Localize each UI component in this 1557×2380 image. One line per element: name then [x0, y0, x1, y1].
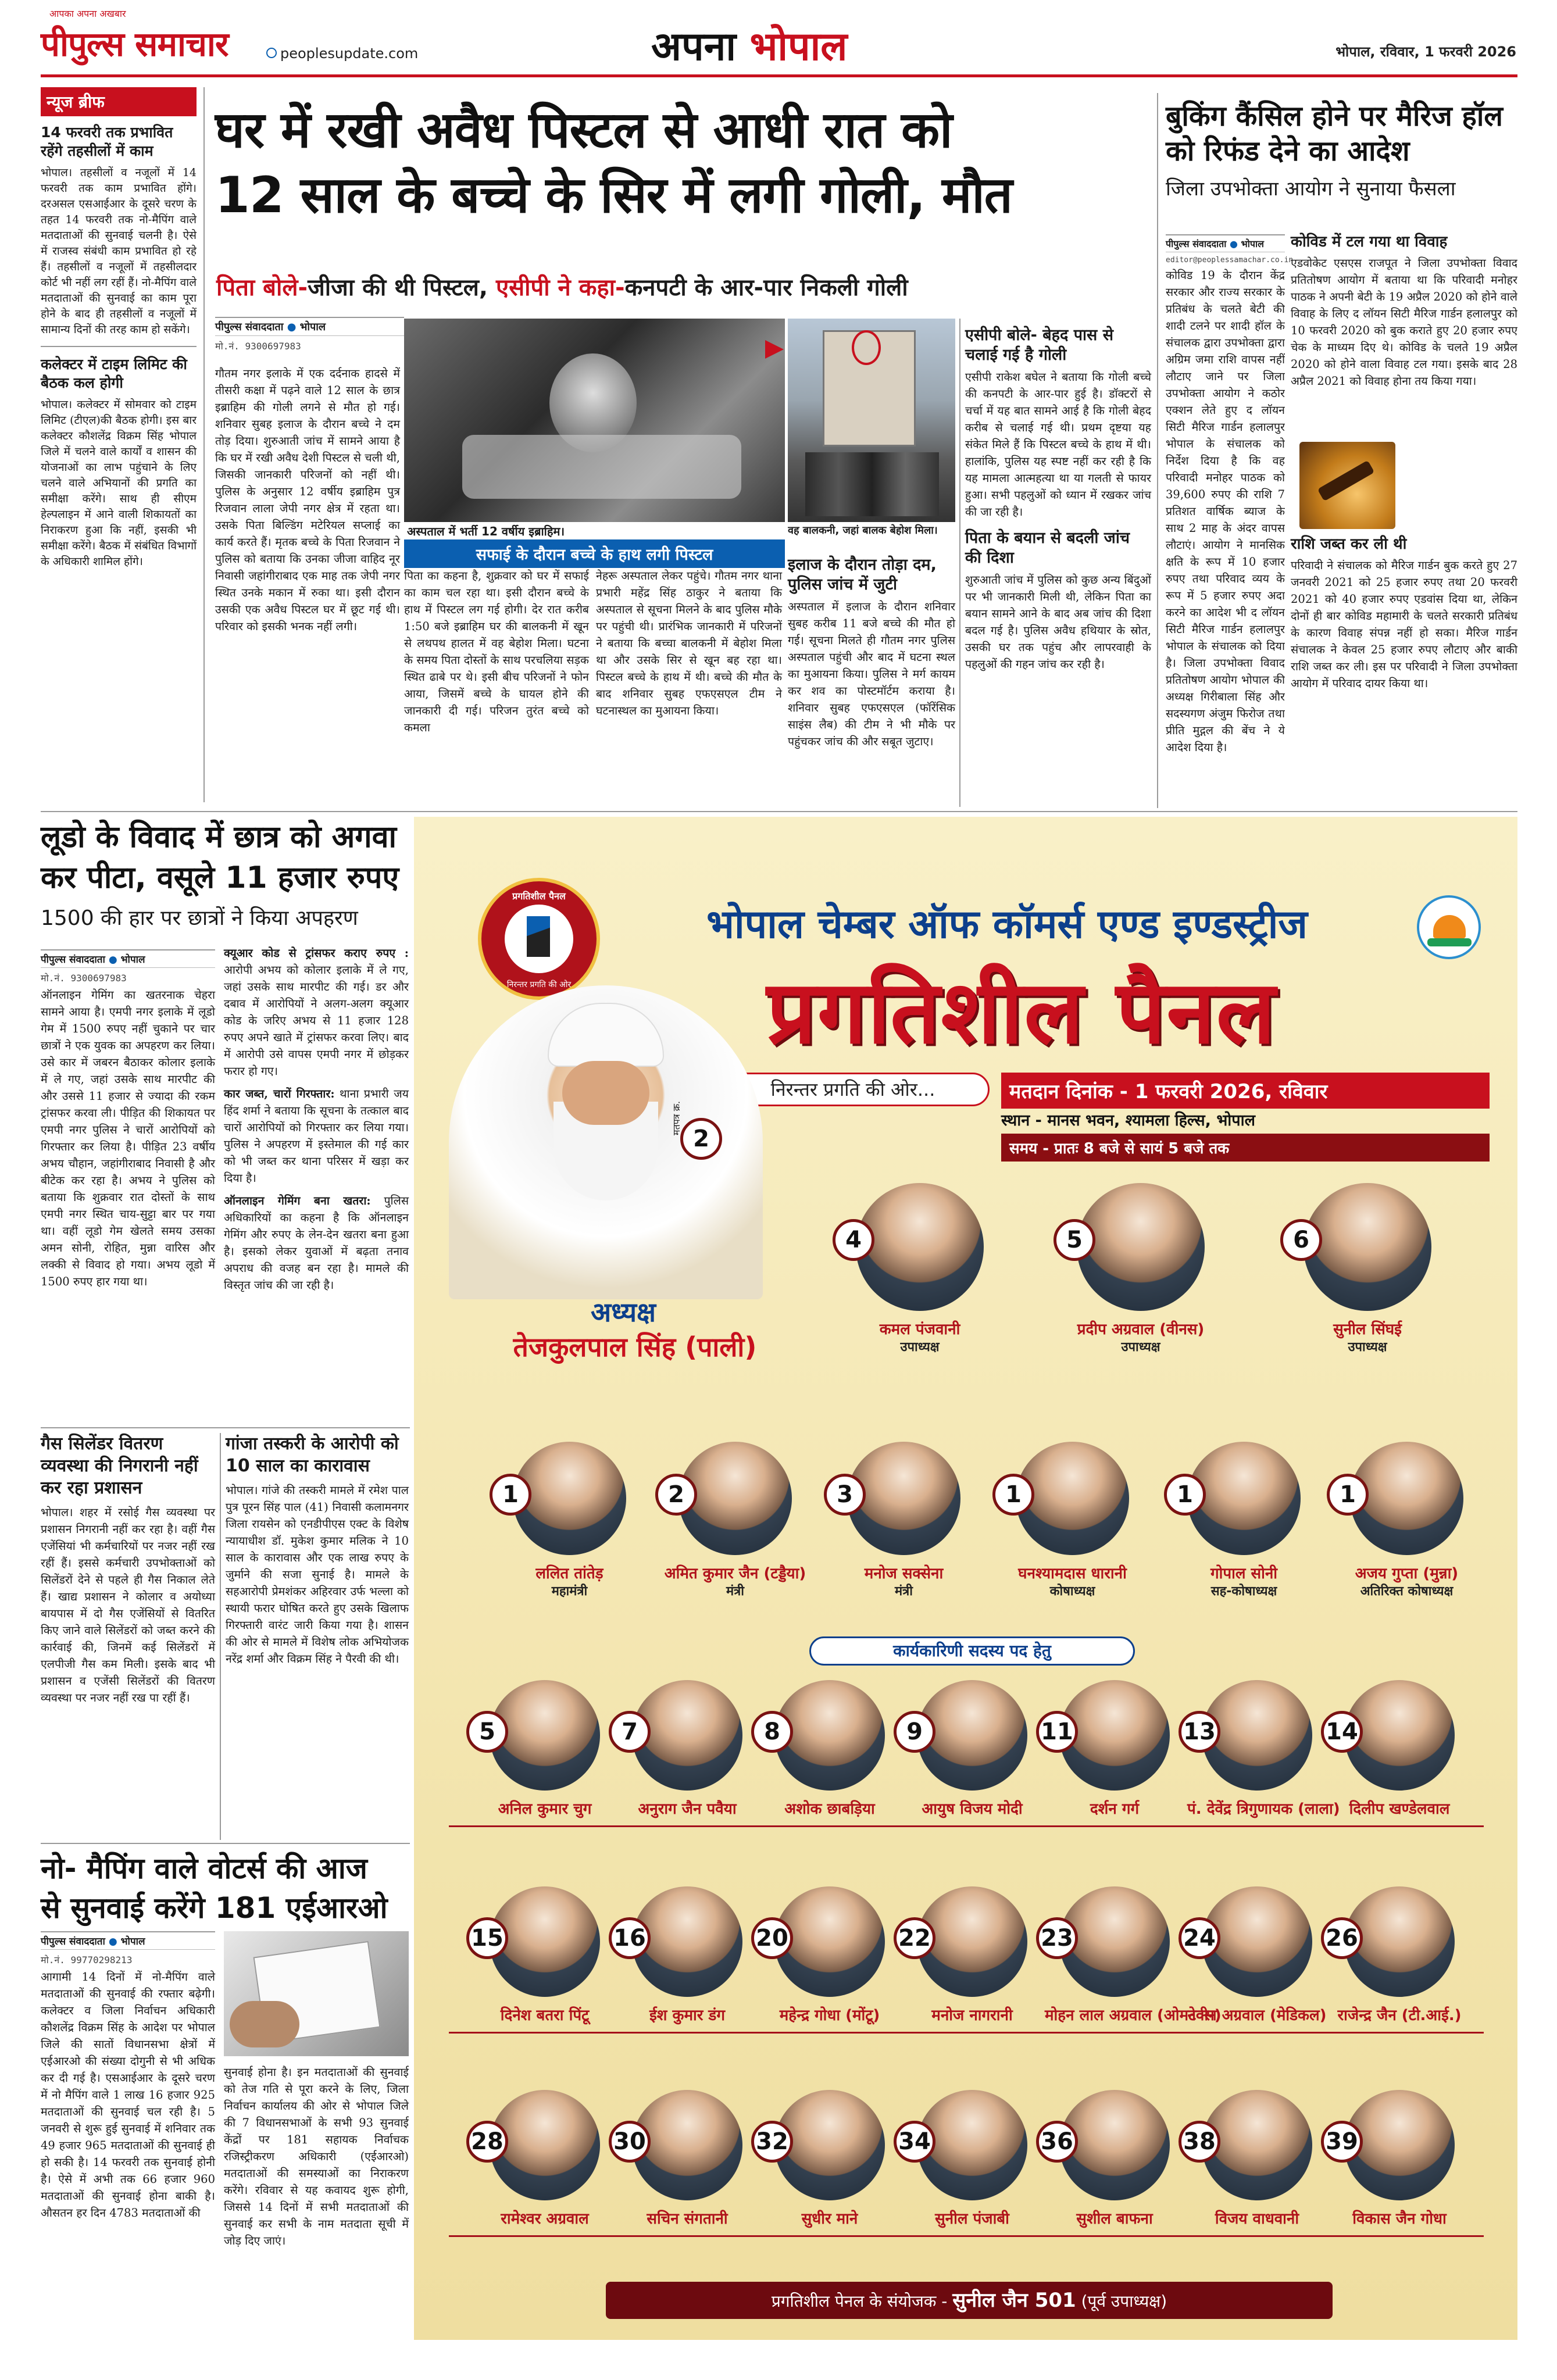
candidate-name: गोपाल सोनी	[1210, 1565, 1278, 1582]
ludo-subhead: 1500 की हार पर छात्रों ने किया अपहरण	[41, 906, 358, 930]
paper-logo[interactable]: पीपुल्स समाचार	[41, 24, 228, 64]
website-link[interactable]: peoplesupdate.com	[280, 45, 419, 62]
candidate-name: प्रदीप अग्रवाल (वीनस)	[1077, 1321, 1205, 1338]
candidate-photo	[1304, 1183, 1431, 1311]
nomapping-headline	[41, 1849, 407, 1928]
ludo-subheading: कार जब्त, चारों गिरफ्तार:	[224, 1087, 335, 1100]
lead-column-3: नेहरू अस्पताल लेकर पहुंचे। गौतम नगर थाना प्रभारी महेंद्र सिंह ठाकुर ने बताया कि अस्पताल से सूचना मिलने के बाद पुलिस मौके पर पहुंची थी। प्रारंभिक जानकारी में परिजनों ने बताया कि बच्चा बालकनी में बेहोश मिला था और उसके सिर से खून बह रहा था। पिस्टल बच्चे के हाथ में थी। बच्चे की मौत के बाद शनिवार सुबह एफएसएल टीम ने घटनास्थल का मुआयना किया।	[596, 569, 782, 717]
row-divider	[449, 2235, 1484, 2237]
candidate-name: सचिन संगतानी	[647, 2210, 728, 2228]
ballot-number: 5	[1054, 1219, 1095, 1261]
gas-story	[41, 1433, 215, 1706]
ballot-number: 2	[655, 1474, 697, 1516]
candidate-role: कोषाध्यक्ष	[1049, 1584, 1095, 1599]
subhead-black: जीजा की थी पिस्टल,	[308, 274, 496, 301]
election-advertisement	[414, 817, 1517, 2340]
ballot-number: 1	[992, 1474, 1034, 1516]
nomapping-text: आगामी 14 दिनों में नो-मैपिंग वाले मतदाताओं की सुनवाई की रफ्तार बढ़ेगी। कलेक्टर व जिला निर्वाचन अधिकारी कौशलेंद्र विक्रम सिंह के आदेश पर भोपाल जिले की सातों विधानसभा क्षेत्रों में एईआरओ की संख्या दोगुनी से भी अधिक कर दी गई है। एसआईआर के दूसरे चरण में नो मैपिंग वाले 1 लाख 16 हजार 925 मतदाताओं की सुनवाई चल रही है। 5 जनवरी से शुरू हुई सुनवाई में शनिवार तक 49 हजार 965 मतदाताओं की सुनवाई ही हो सकी है। 14 फरवरी तक सुनवाई होनी है। ऐसे में अभी तक 66 हजार 960 मतदाताओं की सुनवाई होना बाकी है। औसतन हर दिन 4783 मतदाताओं की	[41, 1970, 215, 2220]
climber-icon	[527, 916, 550, 957]
byline: पीपुल्स संवाददाता ● भोपाल	[1166, 234, 1285, 252]
byline: पीपुल्स संवाददाता ● भोपाल	[41, 1931, 215, 1950]
column-divider	[959, 319, 960, 807]
executive-heading: कार्यकारिणी सदस्य पद हेतु	[809, 1636, 1135, 1666]
president-face	[562, 1061, 649, 1125]
side-text: एडवोकेट एसएस राजपूत ने जिला उपभोक्ता विवाद प्रतितोषण आयोग में बताया था कि परिवादी मनोहर पाठक ने अपनी बेटी के 19 अप्रैल 2020 को होने वाले विवाह के लिए द लॉयन सिटी मैरिज गार्डन हलालपुर को 10 फरवरी 2020 को बुक कराते हुए 20 हजार रुपए चेक के माध्यम दिए थे। कोविड के चलते 19 अप्रैल 2020 को होने वाला विवाह टल गया। इसके बाद 28 अप्रैल 2021 को विवाह होना तय किया गया।	[1291, 256, 1517, 388]
ballot-number: 11	[1036, 1711, 1078, 1753]
ballot-number: 34	[894, 2121, 935, 2163]
candidate-role: अतिरिक्त कोषाध्यक्ष	[1360, 1584, 1454, 1599]
president-turban	[548, 1003, 664, 1067]
candidate-name: विजय वाधवानी	[1215, 2210, 1299, 2228]
masthead	[0, 0, 1557, 81]
paper-tagline: आपका अपना अखबार	[49, 8, 126, 19]
section-title-apna: अपना	[651, 24, 750, 70]
candidate-role: मंत्री	[895, 1584, 913, 1599]
ludo-text: आरोपी अभय को कोलार इलाके में ले गए, जहां उसके साथ मारपीट की गई। डर और दबाव में आरोपियों ने अलग-अलग क्यूआर कोड के जरिए अभय से 11 हजार 128 रुपए अपने खाते में ट्रांसफर करवा लिए। बाद में आरोपी उसे वापस एमपी नगर में छोड़कर फरार हो गए।	[224, 963, 409, 1078]
candidate-name: अनिल कुमार चुग	[498, 1800, 592, 1818]
candidate-role: उपाध्यक्ष	[900, 1340, 940, 1355]
candidate-photo	[856, 1183, 984, 1311]
ballot-number: 23	[1036, 1917, 1078, 1959]
candidate-name: अजय गुप्ता (मुन्ना)	[1355, 1565, 1459, 1582]
candidate-name: पं. देवेंद्र त्रिगुणायक (लाला)	[1187, 1800, 1340, 1818]
reporter-mobile: मो.नं. 9300697983	[215, 341, 301, 352]
side-heading: पिता के बयान से बदली जांच की दिशा	[965, 529, 1130, 567]
panel-title: प्रगतिशील पैनल	[766, 962, 1277, 1063]
footer-name: सुनील जैन 501	[952, 2289, 1076, 2312]
arrow-right-icon	[765, 340, 784, 359]
lead-headline-line1: घर में रखी अवैध पिस्टल से आधी रात को	[215, 101, 952, 159]
masthead-rule	[41, 74, 1517, 77]
candidate-name: सुशील बाफना	[1076, 2210, 1153, 2228]
ballot-number: 1	[1327, 1474, 1369, 1516]
candidate-role: मंत्री	[726, 1584, 744, 1599]
candidate-name: नवीन अग्रवाल (मेडिकल)	[1187, 2007, 1327, 2024]
president-ballot-number: 2	[680, 1118, 722, 1160]
candidate-name: दर्शन गर्ग	[1090, 1800, 1140, 1818]
booking-column: कोविड 19 के दौरान केंद्र सरकार और राज्य सरकार के प्रतिबंध के चलते बेटी की शादी टलने पर शादी हॉल के संचालक द्वारा उपभोक्ता द्वारा अग्रिम जमा राशि वापस नहीं लौटाए जाने पर जिला उपभोक्ता आयोग ने कठोर एक्शन लेते हुए द लॉयन सिटी मैरिज गार्डन हलालपुर भोपाल के संचालक को निर्देश दिया है कि वह परिवादी मनोहर पाठक को 39,600 रुपए की राशि 7 प्रतिशत वार्षिक ब्याज के साथ 2 माह के अंदर वापस लौटाएं। आयोग ने मानसिक क्षति के रूप में 10 हजार रुपए तथा परिवाद व्यय के रूप में 5 हजार रुपए अदा करने का आदेश भी द लॉयन सिटी मैरिज गार्डन हलालपुर भोपाल के संचालक को दिया है। जिला उपभोक्ता विवाद प्रतितोषण आयोग भोपाल की अध्यक्ष गिरीबाला सिंह और सदस्यगण अंजुम फिरोज तथा प्रीति मुद्गल की बेंच ने ये आदेश दिया है।	[1166, 269, 1285, 754]
ludo-headline-line2: कर पीटा, वसूले 11 हजार रुपए	[41, 860, 399, 895]
balcony-highlight-circle	[852, 330, 881, 365]
timing: समय - प्रातः 8 बजे से सायं 5 बजे तक	[1001, 1134, 1490, 1162]
reporter-email[interactable]: editor@peoplessamachar.co.in	[1166, 256, 1294, 265]
section-divider	[41, 1843, 410, 1844]
candidate-role: सह-कोषाध्यक्ष	[1210, 1584, 1277, 1599]
brief-item-title: 14 फरवरी तक प्रभावित रहेंगे तहसीलों में काम	[41, 124, 173, 159]
ballot-number: 24	[1179, 1917, 1220, 1959]
reporter-mobile: मो.नं. 9300697983	[41, 973, 127, 984]
section-divider	[41, 811, 1517, 812]
lead-byline-block	[215, 317, 404, 355]
ballot-number: 28	[466, 2121, 508, 2163]
ballot-number: 26	[1321, 1917, 1363, 1959]
side-text: शुरुआती जांच में पुलिस को कुछ अन्य बिंदुओं पर भी जानकारी मिली थी, लेकिन पिता का बयान सामने आने के बाद अब जांच की दिशा बदल गई है। पुलिस अवैध हथियार के स्रोत, उसकी घर तक पहुंच और लापरवाही के पहलुओं की गहन जांच कर रही है।	[965, 573, 1151, 671]
ballot-number: 1	[1164, 1474, 1206, 1516]
president-name: तेजकुलपाल सिंह (पाली)	[513, 1331, 757, 1363]
nomapping-headline-line2: से सुनवाई करेंगे 181 एईआरओ	[41, 1891, 388, 1925]
org-title: भोपाल चेम्बर ऑफ कॉमर्स एण्ड इण्डस्ट्रीज	[706, 902, 1308, 948]
ludo-subheading: क्यूआर कोड से ट्रांसफर कराए रुपए :	[224, 946, 409, 960]
people-crowd	[805, 452, 939, 516]
news-brief-column	[41, 87, 197, 570]
side-heading: एसीपी बोले- बेहद पास से चलाई गई है गोली	[965, 326, 1113, 364]
strip-caption: सफाई के दौरान बच्चे के हाथ लगी पिस्टल	[404, 539, 785, 568]
lead-column-1: गौतम नगर इलाके में एक दर्दनाक हादसे में तीसरी कक्षा में पढ़ने वाले 12 साल के छात्र इब्राहिम की गोली लगने से मौत हो गई। शनिवार सुबह इलाज के दौरान बच्चे ने दम तोड़ दिया। शुरुआती जांच में सामने आया है कि घर में रखी अवैध देशी पिस्टल से चली थी, जिसकी जानकारी परिजनों को नहीं थी। पुलिस के अनुसार 12 वर्षीय इब्राहिम पुत्र रिजवान लाला जेपी नगर क्षेत्र में रहता था। उसके पिता बिल्डिंग मटेरियल सप्लाई का कार्य करते हैं। मृतक बच्चे के पिता रिजवान ने पुलिस को बताया कि उनका जीजा वाहिद नूर निवासी जहांगीराबाद एक माह तक जेपी नगर स्थित उनके मकान में रुका था। इसी दौरान उसकी एक अवैध पिस्टल घर में छूट गई थी। परिवार को इसकी भनक नहीं लगी।	[215, 367, 400, 633]
candidate-name: मोहन लाल अग्रवाल (ओमटेक्स)	[1045, 2007, 1222, 2024]
subhead-black: कनपटी के आर-पार निकली गोली	[624, 274, 908, 301]
candidate-name: अमित कुमार जैन (टड्डैया)	[664, 1565, 806, 1582]
candidate-name: सुनील पंजाबी	[935, 2210, 1009, 2228]
dateline: भोपाल, रविवार, 1 फरवरी 2026	[1335, 44, 1516, 60]
ludo-subheading: ऑनलाइन गेमिंग बना खतरा:	[224, 1194, 371, 1207]
candidate-role: महामंत्री	[551, 1584, 588, 1599]
slogan: निरन्तर प्रगति की ओर...	[716, 1073, 990, 1106]
candidate-name: मनोज नागरानी	[931, 2007, 1013, 2024]
ballot-number: 32	[751, 2121, 793, 2163]
lead-column-2: पिता का कहना है, शुक्रवार को घर में सफाई का काम चल रहा था। इसी दौरान बच्चे के हाथ में पिस्टल लग गई होगी। देर रात करीब 1:50 बजे इब्राहिम घर की बालकनी में खून से लथपथ हालत में वह बेहोश मिला। घटना के समय पिता दोस्तों के साथ परचलिया सड़क स्थित ढाबे पर थे। इसी बीच परिजनों ने फोन आया, जिसमें बच्चे के घायल होने की जानकारी दी गई। परिजन तुरंत बच्चे को कमला	[404, 569, 589, 734]
candidate-name: घनश्यामदास धारानी	[1018, 1565, 1127, 1582]
lead-headline	[215, 98, 1151, 228]
candidate-name: सुनील सिंघई	[1333, 1321, 1402, 1338]
ballot-number: 6	[1280, 1219, 1322, 1261]
lead-subhead	[216, 270, 1158, 302]
ludo-headline	[41, 817, 407, 898]
candidate-name: अनुराग जैन पवैया	[638, 1800, 737, 1818]
column-divider	[1157, 93, 1158, 808]
candidate-name: मनोज सक्सेना	[864, 1565, 944, 1582]
column-divider	[203, 87, 205, 802]
ballot-number: 13	[1179, 1711, 1220, 1753]
ballot-number: 16	[609, 1917, 651, 1959]
side-text: एसीपी राकेश बघेल ने बताया कि गोली बच्चे की कनपटी के आर-पार हुई है। डॉक्टरों से चर्चा में यह बात सामने आई है कि गोली बेहद करीब से चलाई गई थी। प्रथम दृष्टया यह संकेत मिले हैं कि पिस्टल बच्चे के हाथ में थी। हालांकि, पुलिस यह स्पष्ट नहीं कर रही है कि यह मामला आत्महत्या था या गलती से फायर हुआ। सभी पहलुओं को ध्यान में रखकर जांच की जा रही है।	[965, 370, 1151, 519]
candidate-name: ललित तांतेड़	[535, 1565, 603, 1582]
nomapping-story	[41, 1849, 407, 1928]
candidate-name: दिलीप खण्डेलवाल	[1349, 1800, 1450, 1818]
candidate-name: कमल पंजवानी	[879, 1321, 960, 1338]
ballot-number: 20	[751, 1917, 793, 1959]
photo-caption: अस्पताल में भर्ती 12 वर्षीय इब्राहिम।	[407, 524, 565, 538]
ballot-number: 30	[609, 2121, 651, 2163]
side-text: अस्पताल में इलाज के दौरान शनिवार सुबह करीब 11 बजे बच्चे की मौत हो गई। सूचना मिलते ही गौतम नगर पुलिस अस्पताल पहुंची और बाद में घटना स्थल का मुआयना किया। पुलिस ने मर्ग कायम कर शव का पोस्टमॉर्टम कराया है। शनिवार सुबह एफएसएल (फॉरेंसिक साइंस लैब) की टीम ने भी मौके पर पहुंचकर जांच की और सबूत जुटाए।	[788, 600, 955, 748]
section-title-bhopal: भोपाल	[749, 24, 848, 70]
ballot-number: 7	[609, 1711, 651, 1753]
ballot-number: 39	[1321, 2121, 1363, 2163]
section-divider	[41, 1427, 410, 1428]
logo-subtext: निरन्तर प्रगति की ओर	[506, 980, 572, 989]
ganja-text: भोपाल। गांजे की तस्करी मामले में रमेश पाल पुत्र पूरन सिंह पाल (41) निवासी कलामनगर जिला रायसेन को एनडीपीएस एक्ट के विशेष न्यायाधीश डॉ. मुकेश कुमार मलिक ने 10 साल के कारावास और एक लाख रुपए के जुर्माने की सजा सुनाई है। मामले के सहआरोपी प्रेमशंकर अहिरवार उर्फ भल्ला को स्थायी फरार घोषित करते हुए उसके खिलाफ गिरफ्तारी वारंट जारी किया गया है। शासन की ओर से मामले में विशेष लोक अभियोजक नरेंद्र शर्मा और विक्रम सिंह ने पैरवी की थी।	[226, 1484, 409, 1666]
candidate-name: सुधीर माने	[801, 2210, 858, 2228]
candidate-role: उपाध्यक्ष	[1348, 1340, 1387, 1355]
emblem-base-icon	[1427, 938, 1472, 946]
ludo-text: थाना प्रभारी जय हिंद शर्मा ने बताया कि सूचना के तत्काल बाद चारों आरोपियों को गिरफ्तार कर लिया गया। पुलिस ने अपहरण में इस्तेमाल की गई कार को भी जब्त कर थाना परिसर में खड़ा कर दिया है।	[224, 1087, 409, 1185]
footer-suffix: (पूर्व उपाध्यक्ष)	[1076, 2292, 1167, 2311]
lead-side-2	[965, 326, 1151, 673]
lead-side-1	[788, 555, 955, 750]
brief-item-text: भोपाल। तहसीलों व नजूलों में 14 फरवरी तक काम प्रभावित होंगे। दरअसल एसआईआर के दूसरे चरण के तहत 14 फरवरी तक नो-मैपिंग वाले मतदाताओं की सुनवाई चलनी है। ऐसे में राजस्व संबंधी काम प्रभावित हो रहे हैं। तहसीलों व नजूलों में तहसीलदार कोर्ट भी नहीं लग रहीं हैं। नो-मैपिंग वाले मतदाताओं की सुनवाई का काम पूरा होने के बाद ही तहसीलों व नजूलों में सामान्य दिनों की तरह काम हो सकेंगे।	[41, 166, 197, 336]
president-role: अध्यक्ष	[590, 1296, 656, 1328]
ballot-number: 1	[490, 1474, 531, 1516]
candidate-name: अशोक छाबड़िया	[784, 1800, 875, 1818]
ganja-headline: गांजा तस्करी के आरोपी को 10 साल का कारावास	[226, 1434, 399, 1476]
balcony-photo	[788, 319, 955, 522]
gavel-icon	[1317, 460, 1375, 502]
footer-text: प्रगतिशील पेनल के संयोजक -	[771, 2292, 953, 2311]
ballot-number: 22	[894, 1917, 935, 1959]
ballot-number: 4	[833, 1219, 874, 1261]
ballot-number: 8	[751, 1711, 793, 1753]
candidate-name: ईश कुमार डंग	[649, 2007, 725, 2024]
hospital-bed	[462, 435, 741, 499]
candidate-name: दिनेश बतरा पिंटू	[500, 2007, 590, 2024]
ballot-number: 5	[466, 1711, 508, 1753]
hand	[230, 2001, 299, 2047]
ludo-headline-line1: लूडो के विवाद में छात्र को अगवा	[41, 820, 397, 855]
candidate-name: रामेश्वर अग्रवाल	[501, 2210, 589, 2228]
subhead-red: एसीपी ने कहा-	[496, 274, 625, 301]
panel-logo	[478, 878, 600, 1000]
gas-headline: गैस सिलेंडर वितरण व्यवस्था की निगरानी नहीं कर रहा प्रशासन	[41, 1434, 198, 1498]
chamber-emblem	[1417, 895, 1481, 959]
candidate-name: महेन्द्र गोधा (मोंटू)	[779, 2007, 880, 2024]
booking-side-2	[1291, 535, 1517, 692]
gavel-photo	[1299, 442, 1395, 529]
voting-photo	[224, 1931, 409, 2056]
ludo-col-2	[224, 945, 409, 1296]
news-brief-heading: न्यूज ब्रीफ	[41, 87, 197, 116]
side-heading: इलाज के दौरान तोड़ा दम, पुलिस जांच में जुटी	[788, 556, 937, 594]
candidate-role: उपाध्यक्ष	[1121, 1340, 1160, 1355]
subhead-red: पिता बोले-	[216, 274, 308, 301]
ballot-number: 38	[1179, 2121, 1220, 2163]
row-divider	[449, 2032, 1484, 2034]
row-divider	[449, 1825, 1484, 1827]
lead-headline-line2: 12 साल के बच्चे के सिर में लगी गोली, मौत	[215, 166, 1012, 224]
ludo-text: ऑनलाइन गेमिंग का खतरनाक चेहरा सामने आया है। एमपी नगर इलाके में लूडो गेम में 1500 रुपए नहीं चुकाने पर चार छात्रों ने एक युवक का अपहरण कर लिया। उसे कार में जबरन बैठाकर कोलार इलाके में ले गए, जहां उसके साथ मारपीट की और उससे 11 हजार से ज्यादा की रकम ट्रांसफर करवा ली। पीड़ित की शिकायत पर एमपी नगर पुलिस ने चारों आरोपियों को गिरफ्तार कर लिया है। पीड़ित 23 वर्षीय अभय चौहान, जहांगीराबाद निवासी है और बीटेक कर रहा है। अभय ने पुलिस को बताया कि शुक्रवार रात दोस्तों के साथ एमपी नगर स्थित चाय-सुट्टा बार पर गया था। वहीं लूडो गेम खेलते समय उसका अमन सोनी, रोहित, मुन्ना वारिस और लक्की से विवाद हो गया। अभय लूडो में 1500 रुपए हार गया था।	[41, 988, 215, 1288]
nomapping-col-2: सुनवाई होना है। इन मतदाताओं की सुनवाई को तेज गति से पूरा करने के लिए, जिला निर्वाचन कार्यालय की ओर से भोपाल जिले की 7 विधानसभाओं के सभी 93 सुनवाई केंद्रों पर 181 सहायक निर्वाचक रजिस्ट्रीकरण अधिकारी (एईआरओ) मतदाताओं की समस्याओं का निराकरण करेंगे। रविवार से यह कवायद शुरू होगी, जिससे 14 दिनों में सभी मतदाताओं की सुनवाई कर सभी के नाम मतदाता सूची में जोड़ दिए जाएं।	[224, 2065, 409, 2247]
nomapping-headline-line1: नो- मैपिंग वाले वोटर्स की आज	[41, 1852, 367, 1885]
byline: पीपुल्स संवाददाता ● भोपाल	[41, 949, 215, 968]
globe-icon	[266, 48, 277, 58]
booking-headline: बुकिंग कैंसिल होने पर मैरिज हॉल को रिफंड देने का आदेश	[1166, 100, 1503, 167]
ballot-number: 36	[1036, 2121, 1078, 2163]
venue: स्थान - मानस भवन, श्यामला हिल्स, भोपाल	[1001, 1112, 1255, 1130]
ballot-number: 9	[894, 1711, 935, 1753]
booking-subhead: जिला उपभोक्ता आयोग ने सुनाया फैसला	[1166, 177, 1456, 201]
ludo-story	[41, 817, 407, 934]
photo-caption: वह बालकनी, जहां बालक बेहोश मिला।	[788, 524, 938, 537]
candidate-name: आयुष विजय मोदी	[922, 1800, 1023, 1818]
candidate-name: राजेन्द्र जैन (टी.आई.)	[1337, 2007, 1462, 2024]
ludo-text: पुलिस अधिकारियों का कहना है कि ऑनलाइन गेमिंग और रुपए के लेन-देन खतरा बना हुआ है। इसको लेकर युवाओं में बढ़ता तनाव अपराध की वजह बन रहा है। मामले की विस्तृत जांच की जा रही है।	[224, 1194, 409, 1292]
hospital-photo	[404, 319, 785, 522]
candidate-name: विकास जैन गोधा	[1352, 2210, 1447, 2228]
candidate-photo	[1077, 1183, 1205, 1311]
side-heading: राशि जब्त कर ली थी	[1291, 535, 1407, 553]
reporter-mobile: मो.नं. 99770298213	[41, 1954, 133, 1966]
ballot-label: मतपत्र क्र.	[671, 1100, 682, 1135]
column-divider	[220, 1433, 221, 1840]
voting-date: मतदान दिनांक - 1 फरवरी 2026, रविवार	[1001, 1073, 1490, 1109]
logo-text: प्रगतिशील पैनल	[512, 891, 566, 902]
side-text: परिवादी ने संचालक को मैरिज गार्डन बुक करते हुए 27 जनवरी 2021 को 25 हजार रुपए तथा 20 फरवरी 2021 को 40 हजार रुपए एडवांस दिया था, लेकिन दोनों ही बार कोविड महामारी के चलते सरकारी प्रतिबंध के कारण विवाह संपन्न नहीं हो सका। मैरिज गार्डन संचालक ने केवल 25 हजार रुपए लौटाए और बाकी राशि जब्त कर ली। इस पर परिवादी ने जिला उपभोक्ता आयोग में परिवाद दायर किया था।	[1291, 559, 1517, 690]
ballot-number: 14	[1321, 1711, 1363, 1753]
emblem-figures-icon	[1433, 915, 1466, 938]
ballot-number: 3	[824, 1474, 866, 1516]
ballot-number: 15	[466, 1917, 508, 1959]
ganja-story	[226, 1433, 409, 1667]
gas-text: भोपाल। शहर में रसोई गैस व्यवस्था पर प्रशासन निगरानी नहीं कर रहा है। वहीं गैस एजेंसियां भी कर्मचारियों पर नजर नहीं रख रहीं हैं। इससे कर्मचारी उपभोक्ताओं को सिलेंडरों देने से पहले ही गैस निकाल लेते हैं। खाद्य प्रशासन ने कोलार व अयोध्या बायपास में दो गैस एजेंसियों से वितरित किए जाने वाले सिलेंडरों को जब्त करने की कार्रवाई की, जिनमें कई सिलेंडरों में एलपीजी गैस कम मिली। इसके बाद भी प्रशासन व एजेंसी सिलेंडरों की वितरण व्यवस्था पर नजर नहीं रख पा रहीं हैं।	[41, 1506, 215, 1704]
brief-item-title: कलेक्टर में टाइम लिमिट की बैठक कल होगी	[41, 356, 187, 391]
side-heading: कोविड में टल गया था विवाह	[1291, 233, 1448, 251]
brief-item-text: भोपाल। कलेक्टर में सोमवार को टाइम लिमिट (टीएल)की बैठक होगी। इस बार कलेक्टर कौशलेंद्र विक्रम सिंह भोपाल जिले में चलने वाले कार्यों व शासन की योजनाओं का लाभ पहुंचाने के लिए चलने वाले अभियानों की प्रगति का समीक्षा करेंगे। साथ ही सीएम हेल्पलाइन में आने वाली शिकायतों का निराकरण हुआ कि नहीं, इसकी भी समीक्षा करेंगे। बैठक में संबंधित विभागों के अधिकारी शामिल होंगे।	[41, 398, 197, 568]
ad-footer	[606, 2282, 1333, 2319]
booking-story	[1166, 99, 1517, 205]
section-title	[651, 17, 847, 72]
booking-byline-block	[1166, 230, 1294, 807]
nomapping-col-1	[41, 1931, 215, 2221]
byline: पीपुल्स संवाददाता ● भोपाल	[215, 317, 404, 336]
ludo-col-1	[41, 945, 215, 1290]
